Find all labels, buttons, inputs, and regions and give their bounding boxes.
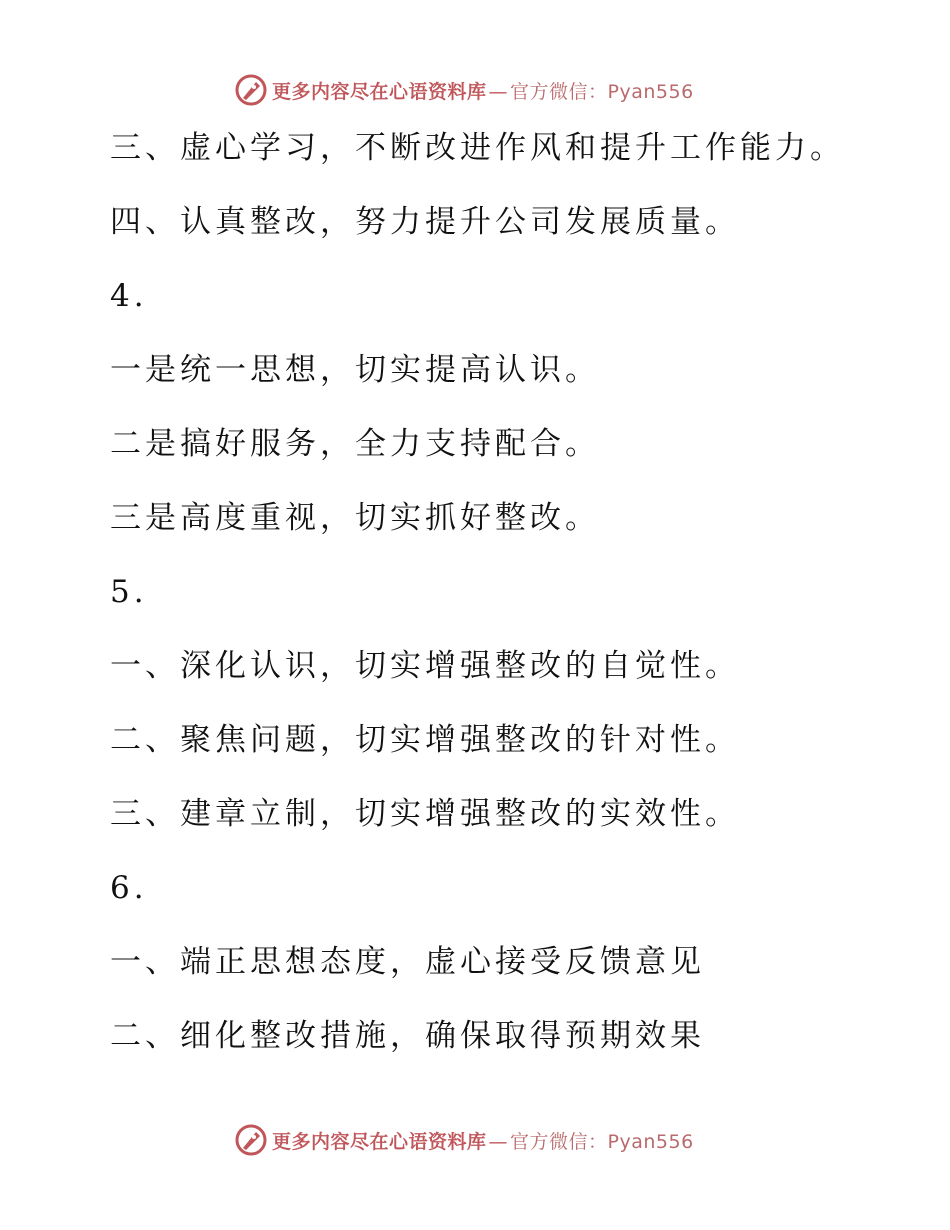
text-line: 四、认真整改，努力提升公司发展质量。	[110, 204, 740, 240]
section-number: 6.	[110, 870, 148, 906]
text-line: 一是统一思想，切实提高认识。	[110, 352, 600, 388]
watermark-dash: —	[488, 80, 509, 103]
text-line: 三是高度重视，切实抓好整改。	[110, 500, 600, 536]
pen-nib-seal-icon	[234, 73, 268, 107]
document-body	[110, 118, 910, 1080]
section-number: 5.	[110, 574, 148, 610]
watermark-site: 更多内容尽在心语资料库	[272, 80, 487, 103]
text-line: 二是搞好服务，全力支持配合。	[110, 426, 600, 462]
section-number: 4.	[110, 278, 148, 314]
watermark-wechat: 官方微信：Pyan556	[510, 80, 694, 103]
watermark-text	[272, 1127, 694, 1154]
pen-nib-seal-icon	[234, 1123, 268, 1157]
text-line: 一、深化认识，切实增强整改的自觉性。	[110, 648, 740, 684]
watermark-wechat: 官方微信：Pyan556	[510, 1130, 694, 1153]
watermark-site: 更多内容尽在心语资料库	[272, 1130, 487, 1153]
watermark-dash: —	[488, 1130, 509, 1153]
watermark-text	[272, 77, 694, 104]
text-line: 二、细化整改措施，确保取得预期效果	[110, 1018, 705, 1054]
text-line: 一、端正思想态度，虚心接受反馈意见	[110, 944, 705, 980]
footer-watermark	[234, 1122, 694, 1158]
text-line: 二、聚焦问题，切实增强整改的针对性。	[110, 722, 740, 758]
text-line: 三、虚心学习，不断改进作风和提升工作能力。	[110, 130, 845, 166]
header-watermark	[234, 72, 694, 108]
text-line: 三、建章立制，切实增强整改的实效性。	[110, 796, 740, 832]
